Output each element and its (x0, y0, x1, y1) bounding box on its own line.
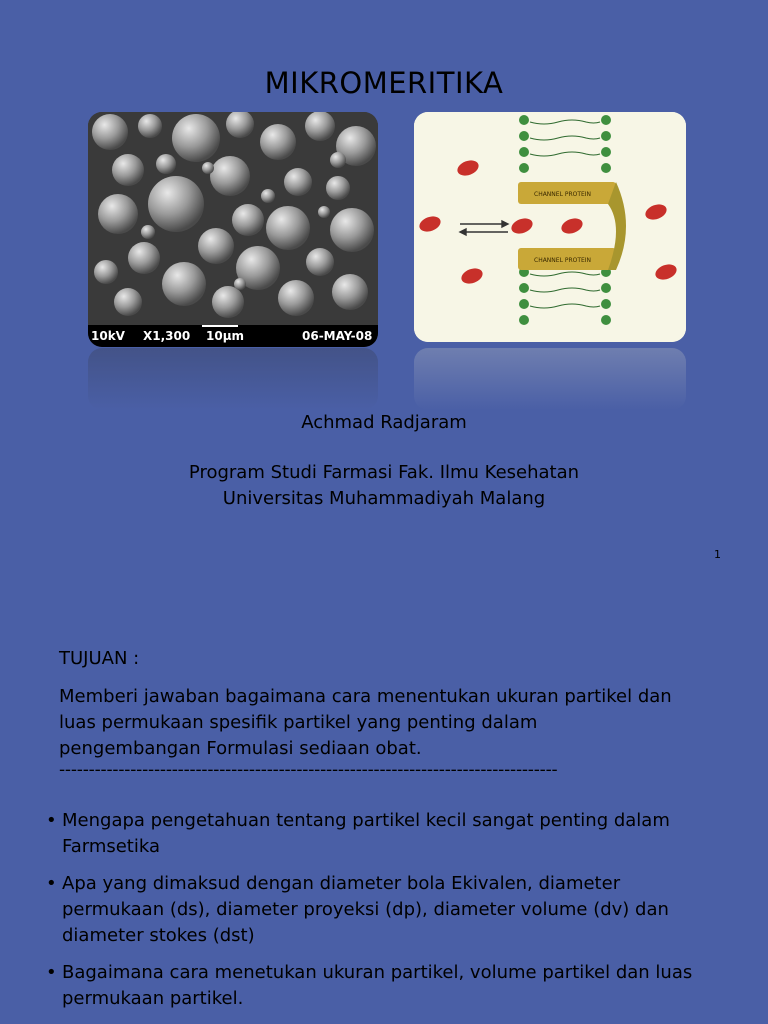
sem-date: 06-MAY-08 (302, 329, 373, 343)
author-name: Achmad Radjaram (301, 412, 467, 433)
bullet-line: diameter stokes (dst) (62, 925, 255, 946)
objective-line: luas permukaan spesifik partikel yang penting dalam (59, 712, 538, 733)
bullet-item (46, 871, 736, 949)
bullet-marker: • (46, 962, 57, 983)
bullet-line: Bagaimana cara menetukan ukuran partikel, volume partikel dan luas (62, 962, 693, 983)
dashed-divider: ------------------------------------------------------------------------------------ (59, 760, 558, 780)
bullet-line: Apa yang dimaksud dengan diameter bola Ekivalen, diameter (62, 873, 621, 894)
bullet-line: permukaan partikel. (62, 988, 244, 1009)
bullet-item (46, 960, 736, 1012)
sem-image-reflection (88, 348, 378, 410)
university-name: Universitas Muhammadiyah Malang (222, 488, 546, 509)
sem-scale: 10μm (206, 329, 245, 343)
bullet-line: permukaan (ds), diameter proyeksi (dp), diameter volume (dv) dan (62, 899, 669, 920)
objective-line: pengembangan Formulasi sediaan obat. (59, 738, 422, 759)
sem-voltage: 10kV (91, 329, 125, 343)
bullet-line: Farmsetika (62, 836, 160, 857)
bullet-item (46, 808, 736, 860)
bullet-line: Mengapa pengetahuan tentang partikel kecil sangat penting dalam (62, 810, 670, 831)
section-label: TUJUAN : (59, 648, 140, 669)
sem-info-bar (88, 325, 378, 347)
program-name: Program Studi Farmasi Fak. Ilmu Kesehatan (188, 462, 580, 483)
sem-magnification: X1,300 (143, 329, 191, 343)
objective-line: Memberi jawaban bagaimana cara menentukan ukuran partikel dan (59, 686, 672, 707)
objective-paragraph (59, 684, 719, 762)
sem-micrograph-image (88, 112, 378, 347)
bullet-marker: • (46, 873, 57, 894)
particle-spheres-illustration (88, 112, 378, 325)
channel-protein-label-2: CHANNEL PROTEIN (534, 257, 592, 264)
membrane-illustration (414, 112, 686, 342)
page-number: 1 (714, 548, 721, 561)
scale-bar-icon (202, 325, 238, 329)
channel-protein-label-1: CHANNEL PROTEIN (534, 191, 592, 198)
channel-protein-diagram (414, 112, 686, 342)
slide-title: MIKROMERITIKA (264, 66, 504, 100)
diagram-reflection (414, 348, 686, 410)
bullet-marker: • (46, 810, 57, 831)
